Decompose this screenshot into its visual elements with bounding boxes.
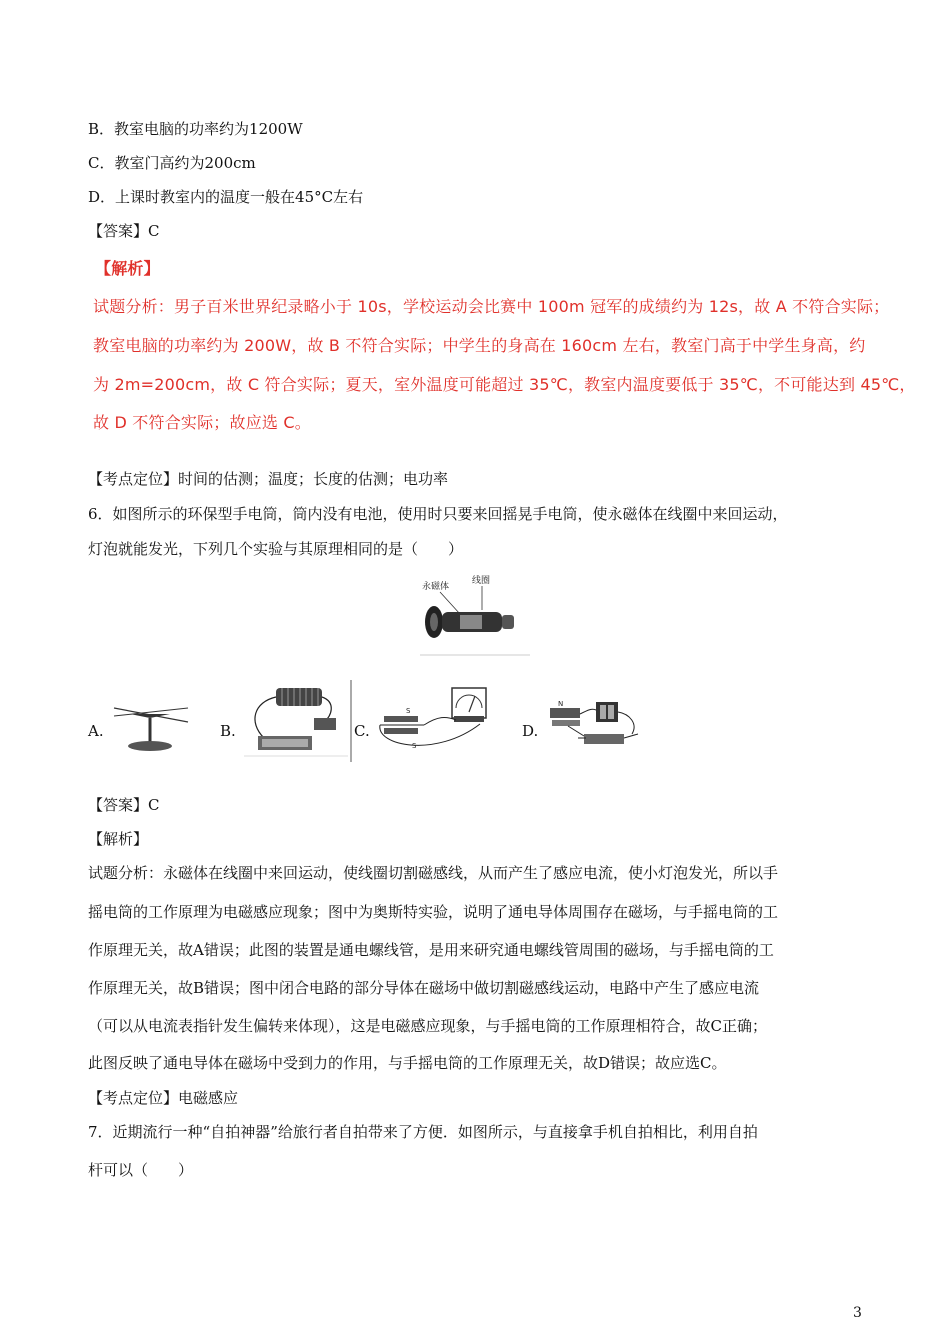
label-magnet: 永磁体 xyxy=(422,582,450,592)
analysis-2-line-6: 此图反映了通电导体在磁场中受到力的作用，与手摇电筒的工作原理无关，故D错误；故应选C。 xyxy=(88,1054,727,1072)
question-7-line-1: 7．近期流行一种“自拍神器”给旅行者自拍带来了方便．如图所示，与直接拿手机自拍相比，利用自拍 xyxy=(88,1123,758,1141)
analysis-heading-1: 【解析】 xyxy=(95,259,160,278)
option-c: C．教室门高约为200cm xyxy=(88,154,256,172)
divider xyxy=(349,680,353,762)
answer-label-1: 【答案】C xyxy=(88,222,160,240)
analysis-line-2: 教室电脑的功率约为 200W，故 B 不符合实际；中学生的身高在 160cm 左右，教室门高于中学生身高，约 xyxy=(93,336,866,355)
key-point-1: 【考点定位】时间的估测；温度；长度的估测；电功率 xyxy=(88,470,449,488)
answer-label-2: 【答案】C xyxy=(88,796,160,814)
analysis-2-line-2: 摇电筒的工作原理为电磁感应现象；图中为奥斯特实验，说明了通电导体周围存在磁场，与手摇电筒的工 xyxy=(88,903,779,921)
option-b: B．教室电脑的功率约为1200W xyxy=(88,120,303,138)
analysis-2-line-1: 试题分析：永磁体在线圈中来回运动，使线圈切割磁感线，从而产生了感应电流，使小灯泡发光，所以手 xyxy=(88,864,779,882)
analysis-line-1: 试题分析：男子百米世界纪录略小于 10s，学校运动会比赛中 100m 冠军的成绩约为 12s，故 A 不符合实际； xyxy=(93,297,890,316)
question-6-line-2: 灯泡就能发光，下列几个实验与其原理相同的是（ ） xyxy=(88,540,464,558)
key-point-2: 【考点定位】电磁感应 xyxy=(88,1089,239,1107)
svg-text:S: S xyxy=(412,742,417,750)
analysis-heading-2: 【解析】 xyxy=(88,830,149,848)
flashlight-figure xyxy=(420,568,532,658)
option-c-label: C. xyxy=(354,722,370,740)
figure-b-solenoid xyxy=(244,682,350,760)
figure-d-motor xyxy=(548,694,644,752)
analysis-2-line-3: 作原理无关，故A错误；此图的装置是通电螺线管，是用来研究通电螺线管周围的磁场，与手摇电筒的工 xyxy=(88,941,774,959)
svg-text:N: N xyxy=(558,700,564,708)
option-a-label: A. xyxy=(88,722,104,740)
figure-c-induction xyxy=(376,686,494,758)
analysis-2-line-4: 作原理无关，故B错误；图中闭合电路的部分导体在磁场中做切割磁感线运动，电路中产生了感应电流 xyxy=(88,979,760,997)
option-d-label: D. xyxy=(522,722,539,740)
analysis-line-3: 为 2m=200cm，故 C 符合实际；夏天，室外温度可能超过 35℃，教室内温度要低于 35℃，不可能达到 45℃， xyxy=(93,375,916,394)
page-number: 3 xyxy=(853,1305,862,1321)
svg-text:S: S xyxy=(406,707,411,715)
question-7-line-2: 杆可以（ ） xyxy=(88,1161,194,1179)
label-coil: 线圈 xyxy=(472,576,491,586)
question-6-line-1: 6．如图所示的环保型手电筒，筒内没有电池，使用时只要来回摇晃手电筒，使永磁体在线圈中来回运动， xyxy=(88,505,788,523)
figure-a-oersted xyxy=(110,696,192,754)
analysis-2-line-5: （可以从电流表指针发生偏转来体现），这是电磁感应现象，与手摇电筒的工作原理相符合，故C正确； xyxy=(88,1017,767,1035)
analysis-line-4: 故 D 不符合实际；故应选 C。 xyxy=(93,413,311,432)
option-b-label: B. xyxy=(220,722,236,740)
option-d: D．上课时教室内的温度一般在45°C左右 xyxy=(88,188,364,206)
